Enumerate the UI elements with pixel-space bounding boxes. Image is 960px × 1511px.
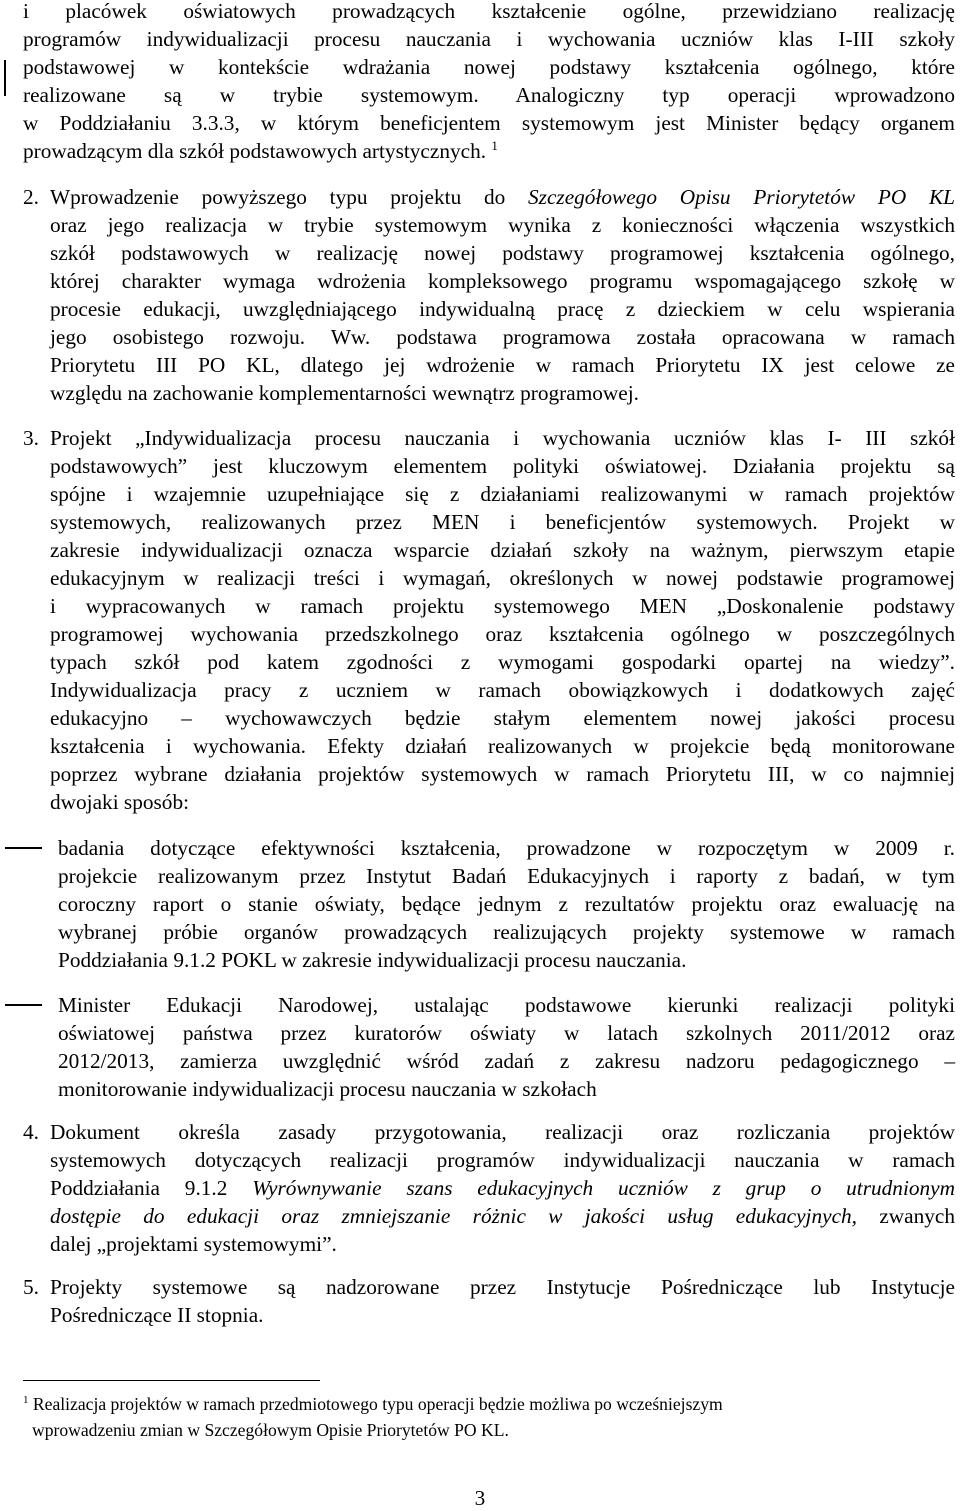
text-line: zakresie indywidualizacji oznacza wsparcie działań szkoły na ważnym, pierwszym etapie (50, 538, 955, 562)
text-line: Projekty systemowe są nadzorowane przez Instytucje Pośredniczące lub Instytucje (50, 1275, 955, 1299)
footnote-reference: 1 (491, 137, 498, 153)
text-run: prowadzącym dla szkół podstawowych artystycznych. (23, 139, 487, 163)
italic-title: dostępie do edukacji oraz zmniejszanie różnic w jakości usług edukacyjnych, (50, 1204, 857, 1228)
text-line: Pośredniczące II stopnia. (50, 1303, 264, 1327)
text-line: kształcenia i wychowania. Efekty działań realizowanych w projekcie będą monitorowane (50, 734, 955, 758)
text-line: programów indywidualizacji procesu nauczania i wychowania uczniów klas I-III szkoły (23, 27, 955, 51)
text-line: dwojaki sposób: (50, 790, 190, 814)
text-line: Poddziałania 9.1.2 POKL w zakresie indywidualizacji procesu nauczania. (58, 948, 687, 972)
list-number: 4. (23, 1120, 39, 1144)
text-line: oraz jego realizacja w trybie systemowym wynika z konieczności włączenia wszystkich (50, 213, 955, 237)
text-run: zwanych (879, 1204, 955, 1228)
text-line: oświatowej państwa przez kuratorów oświaty w latach szkolnych 2011/2012 oraz (58, 1021, 955, 1045)
page-number: 3 (474, 1486, 486, 1510)
text-line (23, 137, 498, 165)
list-number: 2. (23, 185, 39, 209)
text-line (50, 1202, 955, 1230)
text-line: względu na zachowanie komplementarności wewnątrz programowej. (50, 381, 639, 405)
text-line: Minister Edukacji Narodowej, ustalając podstawowe kierunki realizacji polityki (58, 993, 955, 1017)
text-line: 2012/2013, zamierza uwzględnić wśród zadań z zakresu nadzoru pedagogicznego – (58, 1049, 955, 1073)
italic-title: Wyrównywanie szans edukacyjnych uczniów z grup o utrudnionym (252, 1176, 955, 1200)
text-line: monitorowanie indywidualizacji procesu nauczania w szkołach (58, 1077, 597, 1101)
text-line: typach szkół pod katem zgodności z wymogami gospodarki opartej na wiedzy”. (50, 650, 955, 674)
list-number: 3. (23, 426, 39, 450)
text-line: projekcie realizowanym przez Instytut Badań Edukacyjnych i raporty z badań, w tym (58, 864, 955, 888)
dash-bullet-icon (5, 847, 42, 849)
text-line: edukacyjno – wychowawczych będzie stałym elementem nowej jakości procesu (50, 706, 955, 730)
text-line: spójne i wzajemnie uzupełniające się z działaniami realizowanymi w ramach projektów (50, 482, 955, 506)
text-line: dalej „projektami systemowymi”. (50, 1232, 337, 1256)
text-line (50, 183, 955, 211)
footnote-text: Realizacja projektów w ramach przedmiotowego typu operacji będzie możliwa po wcześniejszym (32, 1394, 723, 1414)
text-line: szkół podstawowych w realizację nowej podstawy programowej kształcenia ogólnego, (50, 241, 955, 265)
list-number: 5. (23, 1275, 39, 1299)
text-line: systemowych dotyczących realizacji programów indywidualizacji nauczania w ramach (50, 1148, 955, 1172)
text-line: w Poddziałaniu 3.3.3, w którym beneficjentem systemowym jest Minister będący organem (23, 111, 955, 135)
text-line: wybranej próbie organów prowadzących realizujących projekty systemowe w ramach (58, 920, 955, 944)
revision-change-bar (4, 60, 6, 96)
text-line: Priorytetu III PO KL, dlatego jej wdrożenie w ramach Priorytetu IX jest celowe ze (50, 353, 955, 377)
text-line: poprzez wybrane działania projektów systemowych w ramach Priorytetu III, w co najmniej (50, 762, 955, 786)
footnote-separator (23, 1380, 320, 1381)
footnote-line (23, 1392, 723, 1416)
text-line: procesie edukacji, uwzględniającego indywidualną pracę z dzieckiem w celu wspierania (50, 297, 955, 321)
text-line: i wypracowanych w ramach projektu systemowego MEN „Doskonalenie podstawy (50, 594, 955, 618)
text-line: Dokument określa zasady przygotowania, realizacji oraz rozliczania projektów (50, 1120, 955, 1144)
text-line: Projekt „Indywidualizacja procesu nauczania i wychowania uczniów klas I- III szkół (50, 426, 955, 450)
italic-title: Szczegółowego Opisu Priorytetów PO KL (528, 185, 955, 209)
text-line: podstawowych” jest kluczowym elementem polityki oświatowej. Działania projektu są (50, 454, 955, 478)
text-line: systemowych, realizowanych przez MEN i beneficjentów systemowych. Projekt w (50, 510, 955, 534)
text-line (50, 1174, 955, 1202)
text-line: programowej wychowania przedszkolnego oraz kształcenia ogólnego w poszczególnych (50, 622, 955, 646)
text-line: której charakter wymaga wdrożenia kompleksowego programu wspomagającego szkołę w (50, 269, 955, 293)
text-line: realizowane są w trybie systemowym. Analogiczny typ operacji wprowadzono (23, 83, 955, 107)
text-line: badania dotyczące efektywności kształcenia, prowadzone w rozpoczętym w 2009 r. (58, 836, 955, 860)
text-line: Indywidualizacja pracy z uczniem w ramach obowiązkowych i dodatkowych zajęć (50, 678, 955, 702)
text-line: edukacyjnym w realizacji treści i wymagań, określonych w nowej podstawie programowej (50, 566, 955, 590)
text-run: Wprowadzenie powyższego typu projektu do (50, 185, 529, 209)
dash-bullet-icon (5, 1004, 42, 1006)
text-line: coroczny raport o stanie oświaty, będące jednym z rezultatów projektu oraz ewaluację na (58, 892, 955, 916)
footnote-line: wprowadzeniu zmian w Szczegółowym Opisie Priorytetów PO KL. (32, 1420, 509, 1440)
text-line: jego osobistego rozwoju. Ww. podstawa programowa została opracowana w ramach (50, 325, 955, 349)
text-run: Poddziałania 9.1.2 (50, 1176, 253, 1200)
text-line: i placówek oświatowych prowadzących kształcenie ogólne, przewidziano realizację (23, 0, 955, 23)
footnote-number: 1 (23, 1394, 29, 1407)
text-line: podstawowej w kontekście wdrażania nowej podstawy kształcenia ogólnego, które (23, 55, 955, 79)
